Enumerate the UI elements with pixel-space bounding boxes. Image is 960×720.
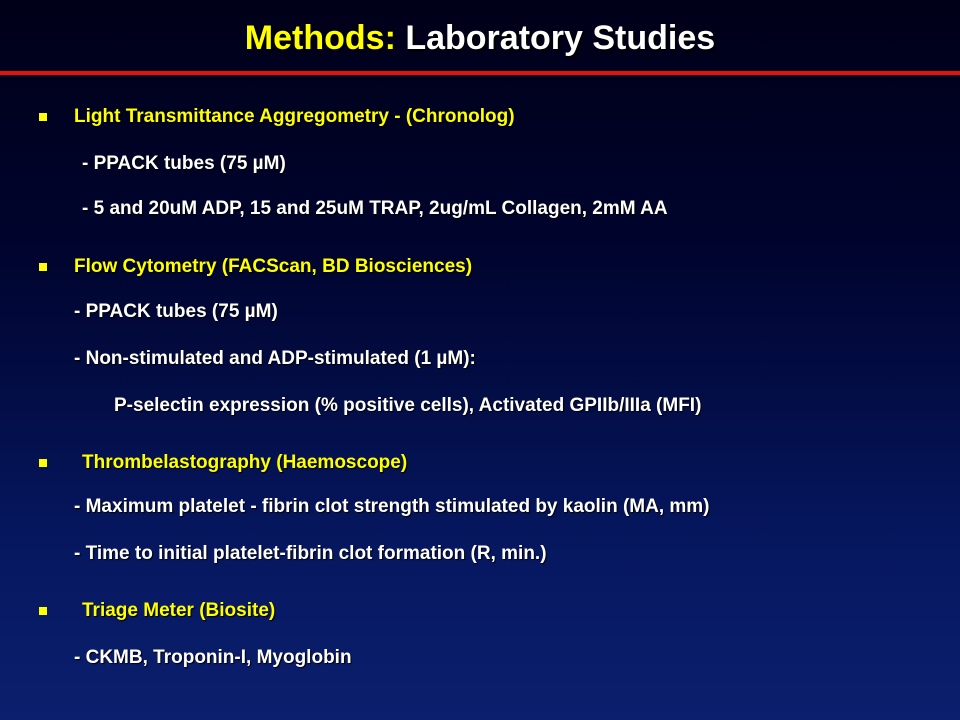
section-line: - Maximum platelet - fibrin clot strength stimulated by kaolin (MA, mm): [74, 496, 710, 517]
title-accent: Methods:: [244, 19, 396, 57]
section-heading-thrombelastography: Thrombelastography (Haemoscope): [82, 452, 408, 473]
section-line: - PPACK tubes (75 µM): [74, 301, 278, 322]
section-line: P-selectin expression (% positive cells), Activated GPIIb/IIIa (MFI): [114, 395, 702, 416]
bullet-square-icon: [39, 607, 47, 615]
section-line: - PPACK tubes (75 µM): [82, 153, 286, 174]
section-line: - Time to initial platelet-fibrin clot formation (R, min.): [74, 543, 547, 564]
section-heading-triage-meter: Triage Meter (Biosite): [82, 600, 276, 621]
section-line: - CKMB, Troponin-I, Myoglobin: [74, 647, 352, 668]
section-heading-flow-cytometry: Flow Cytometry (FACScan, BD Biosciences): [74, 256, 473, 277]
section-line: - Non-stimulated and ADP-stimulated (1 µM):: [74, 348, 476, 369]
bullet-square-icon: [39, 459, 47, 467]
slide-title: [0, 17, 960, 59]
title-main: Laboratory Studies: [405, 19, 716, 57]
section-heading-aggregometry: Light Transmittance Aggregometry - (Chronolog): [74, 106, 515, 127]
title-divider: [0, 71, 960, 75]
section-line: - 5 and 20uM ADP, 15 and 25uM TRAP, 2ug/mL Collagen, 2mM AA: [82, 198, 668, 219]
bullet-square-icon: [39, 113, 47, 121]
bullet-square-icon: [39, 263, 47, 271]
